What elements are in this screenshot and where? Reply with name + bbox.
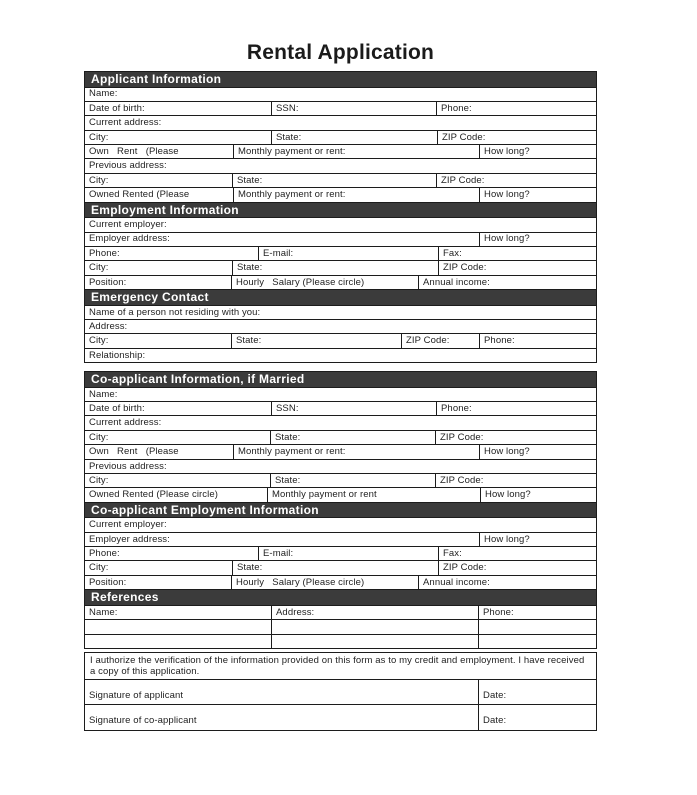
field-label: How long? xyxy=(484,233,530,245)
field-label: Position: xyxy=(89,576,127,588)
section-header-emergency-contact: Emergency Contact xyxy=(85,289,596,305)
field-cell xyxy=(85,705,478,730)
field-cell xyxy=(85,102,271,115)
field-label: Name of a person not residing with you: xyxy=(89,306,261,318)
field-label: Signature of co-applicant xyxy=(89,715,197,727)
field-label: Employer address: xyxy=(89,533,170,545)
field-label: Date: xyxy=(483,689,507,701)
field-label: E-mail: xyxy=(263,247,294,259)
field-cell xyxy=(85,306,596,319)
field-label: Own Rent (Please xyxy=(89,146,179,157)
field-cell xyxy=(85,460,596,473)
field-cell xyxy=(231,334,401,347)
field-label: Address: xyxy=(276,606,315,618)
form-row xyxy=(85,605,596,619)
form-block xyxy=(84,71,597,363)
field-label: Phone: xyxy=(441,402,472,414)
form-row xyxy=(85,487,596,501)
field-cell xyxy=(85,276,231,289)
field-label: State: xyxy=(237,262,263,274)
field-cell xyxy=(233,145,479,158)
field-label: Owned Rented (Please xyxy=(89,189,190,201)
field-cell xyxy=(85,188,233,201)
field-cell xyxy=(271,102,436,115)
field-cell xyxy=(231,276,418,289)
field-label: ZIP Code: xyxy=(442,131,486,143)
field-label: Previous address: xyxy=(89,460,167,472)
field-cell xyxy=(85,680,478,705)
field-cell xyxy=(418,276,596,289)
field-cell xyxy=(436,174,596,187)
field-cell xyxy=(436,402,596,415)
field-cell xyxy=(233,445,479,458)
authorization-text: I authorize the verification of the information provided on this form as to my credit and employment. I have received a copy of this application. xyxy=(90,654,585,677)
field-cell xyxy=(85,388,596,401)
form-row xyxy=(85,173,596,187)
field-label: Own Rent (Please xyxy=(89,446,179,458)
form-row xyxy=(85,217,596,231)
field-cell xyxy=(85,88,596,101)
form-row xyxy=(85,679,596,705)
field-label: Name: xyxy=(89,88,118,100)
field-cell xyxy=(435,474,596,487)
field-cell xyxy=(85,431,270,444)
form-row xyxy=(85,430,596,444)
form-row xyxy=(85,130,596,144)
form-block xyxy=(84,371,597,649)
field-cell xyxy=(85,576,231,589)
field-cell xyxy=(85,145,233,158)
section-header-co-applicant-employment-information: Co-applicant Employment Information xyxy=(85,502,596,518)
field-label: ZIP Code: xyxy=(443,262,487,274)
field-cell xyxy=(438,547,596,560)
field-label: Address: xyxy=(89,320,128,332)
field-label: Annual income: xyxy=(423,276,490,288)
field-cell xyxy=(85,518,596,531)
field-label: Current address: xyxy=(89,117,162,129)
field-cell xyxy=(85,233,479,246)
field-cell xyxy=(85,218,596,231)
form-row xyxy=(85,275,596,289)
form-row xyxy=(85,634,596,648)
field-label: Name: xyxy=(89,388,118,400)
field-cell xyxy=(435,431,596,444)
field-cell xyxy=(271,402,436,415)
field-label: Current employer: xyxy=(89,519,167,531)
field-label: State: xyxy=(276,131,302,143)
field-cell xyxy=(438,247,596,260)
field-label: State: xyxy=(237,562,263,574)
field-label: Fax: xyxy=(443,247,462,259)
field-cell xyxy=(85,474,270,487)
field-label: Position: xyxy=(89,276,127,288)
field-label: E-mail: xyxy=(263,547,294,559)
field-label: ZIP Code: xyxy=(406,335,450,347)
field-cell xyxy=(479,445,596,458)
field-cell xyxy=(479,233,596,246)
field-cell xyxy=(232,174,436,187)
field-label: Monthly payment or rent: xyxy=(238,189,346,201)
field-cell xyxy=(438,261,596,274)
field-label: Phone: xyxy=(484,335,515,347)
form-row xyxy=(85,187,596,201)
form-row xyxy=(85,260,596,274)
field-label: ZIP Code: xyxy=(440,474,484,486)
field-cell xyxy=(479,188,596,201)
field-label: Phone: xyxy=(441,102,472,114)
field-cell xyxy=(85,445,233,458)
rental-application-form xyxy=(84,71,597,731)
field-cell xyxy=(270,431,435,444)
form-row xyxy=(85,101,596,115)
form-row xyxy=(85,560,596,574)
field-cell xyxy=(478,705,596,730)
field-cell xyxy=(271,131,437,144)
field-cell xyxy=(85,533,479,546)
blank-cell xyxy=(478,620,596,633)
field-label: Date of birth: xyxy=(89,102,145,114)
field-cell xyxy=(479,145,596,158)
field-cell xyxy=(85,261,232,274)
field-cell xyxy=(418,576,596,589)
form-row xyxy=(85,232,596,246)
form-row xyxy=(85,532,596,546)
field-label: City: xyxy=(89,562,109,574)
field-cell xyxy=(85,416,596,429)
field-label: Relationship: xyxy=(89,349,146,361)
field-label: Hourly Salary (Please circle) xyxy=(236,576,365,588)
field-cell xyxy=(85,488,267,501)
form-row xyxy=(85,473,596,487)
form-row xyxy=(85,144,596,158)
field-label: Monthly payment or rent xyxy=(272,489,377,501)
field-cell xyxy=(85,547,258,560)
field-cell xyxy=(480,488,596,501)
form-row xyxy=(85,319,596,333)
field-cell xyxy=(85,174,232,187)
field-label: Current address: xyxy=(89,417,162,429)
field-label: ZIP Code: xyxy=(441,174,485,186)
field-cell xyxy=(271,606,478,619)
form-row xyxy=(85,246,596,260)
form-row xyxy=(85,546,596,560)
field-cell xyxy=(85,131,271,144)
field-label: State: xyxy=(275,431,301,443)
form-block xyxy=(84,652,597,731)
field-label: Current employer: xyxy=(89,219,167,231)
field-label: Date of birth: xyxy=(89,402,145,414)
field-cell xyxy=(401,334,479,347)
form-row xyxy=(85,115,596,129)
field-label: City: xyxy=(89,335,109,347)
field-label: How long? xyxy=(484,146,530,157)
field-cell xyxy=(270,474,435,487)
field-cell xyxy=(232,261,438,274)
field-label: State: xyxy=(237,174,263,186)
field-label: Monthly payment or rent: xyxy=(238,146,346,157)
field-cell xyxy=(233,188,479,201)
field-label: Fax: xyxy=(443,547,462,559)
section-header-applicant-information: Applicant Information xyxy=(85,72,596,87)
field-label: SSN: xyxy=(276,402,299,414)
form-row xyxy=(85,415,596,429)
form-row xyxy=(85,387,596,401)
field-label: City: xyxy=(89,131,109,143)
field-label: City: xyxy=(89,431,109,443)
form-row xyxy=(85,401,596,415)
form-row xyxy=(85,305,596,319)
section-header-employment-information: Employment Information xyxy=(85,202,596,218)
blank-cell xyxy=(271,635,478,648)
field-label: City: xyxy=(89,262,109,274)
field-label: SSN: xyxy=(276,102,299,114)
field-label: Phone: xyxy=(89,247,120,259)
field-cell xyxy=(479,533,596,546)
field-cell xyxy=(85,247,258,260)
form-title: Rental Application xyxy=(246,41,435,64)
field-cell xyxy=(85,116,596,129)
form-row xyxy=(85,87,596,101)
field-cell xyxy=(85,606,271,619)
field-label: Owned Rented (Please circle) xyxy=(89,489,218,501)
field-cell xyxy=(437,131,596,144)
blank-cell xyxy=(85,635,271,648)
field-cell xyxy=(258,247,438,260)
field-cell xyxy=(85,334,231,347)
field-label: Phone: xyxy=(483,606,514,618)
field-cell xyxy=(85,159,596,172)
form-row xyxy=(85,158,596,172)
form-row xyxy=(85,333,596,347)
field-label: How long? xyxy=(484,533,530,545)
field-cell xyxy=(478,606,596,619)
field-cell xyxy=(267,488,480,501)
form-row xyxy=(85,459,596,473)
section-header-co-applicant-information: Co-applicant Information, if Married xyxy=(85,372,596,387)
field-label: Employer address: xyxy=(89,233,170,245)
field-label: City: xyxy=(89,474,109,486)
blank-cell xyxy=(85,620,271,633)
field-cell xyxy=(85,561,232,574)
form-row xyxy=(85,517,596,531)
field-label: Phone: xyxy=(89,547,120,559)
blank-cell xyxy=(271,620,478,633)
field-label: State: xyxy=(275,474,301,486)
field-label: How long? xyxy=(484,446,530,458)
form-row xyxy=(85,619,596,633)
field-cell xyxy=(258,547,438,560)
field-cell xyxy=(438,561,596,574)
blank-cell xyxy=(478,635,596,648)
field-label: Annual income: xyxy=(423,576,490,588)
form-row xyxy=(85,704,596,730)
field-label: Hourly Salary (Please circle) xyxy=(236,276,365,288)
field-label: Name: xyxy=(89,606,118,618)
field-label: Previous address: xyxy=(89,160,167,172)
field-label: City: xyxy=(89,174,109,186)
field-label: Date: xyxy=(483,715,507,727)
field-cell xyxy=(85,349,596,362)
section-header-references: References xyxy=(85,589,596,605)
field-label: ZIP Code: xyxy=(443,562,487,574)
field-cell xyxy=(85,402,271,415)
field-cell xyxy=(231,576,418,589)
field-cell xyxy=(85,320,596,333)
authorization-statement xyxy=(85,653,596,679)
field-label: State: xyxy=(236,335,262,347)
field-cell xyxy=(479,334,596,347)
field-label: Monthly payment or rent: xyxy=(238,446,346,458)
field-cell xyxy=(478,680,596,705)
field-label: How long? xyxy=(485,489,531,501)
field-label: ZIP Code: xyxy=(440,431,484,443)
form-row xyxy=(85,348,596,362)
form-row xyxy=(85,444,596,458)
field-cell xyxy=(232,561,438,574)
field-cell xyxy=(436,102,596,115)
form-row xyxy=(85,575,596,589)
field-label: How long? xyxy=(484,189,530,201)
field-label: Signature of applicant xyxy=(89,689,184,701)
